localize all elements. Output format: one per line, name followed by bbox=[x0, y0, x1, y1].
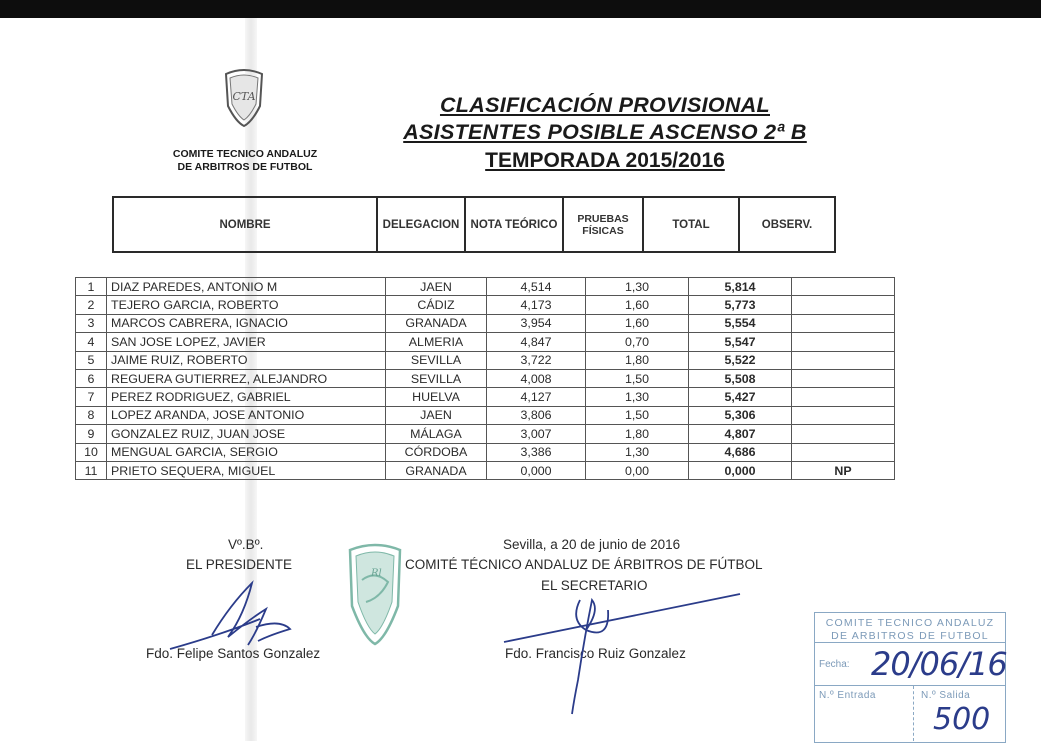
row-delegacion: JAEN bbox=[386, 406, 487, 424]
row-pruebas: 1,50 bbox=[586, 369, 689, 387]
title-line-2: ASISTENTES POSIBLE ASCENSO 2ª B bbox=[403, 120, 807, 144]
registry-date-row bbox=[815, 643, 1005, 686]
table-row bbox=[76, 278, 895, 296]
row-nota: 3,806 bbox=[487, 406, 586, 424]
table-row bbox=[76, 369, 895, 387]
row-delegacion: MÁLAGA bbox=[386, 425, 487, 443]
table-row bbox=[76, 314, 895, 332]
row-number: 2 bbox=[76, 296, 107, 314]
row-observ bbox=[792, 369, 895, 387]
place-date: Sevilla, a 20 de junio de 2016 bbox=[503, 537, 681, 552]
registry-date-value: 20/06/16 bbox=[871, 645, 1007, 683]
row-total: 0,000 bbox=[689, 461, 792, 479]
header-delegacion: DELEGACION bbox=[377, 197, 465, 252]
row-observ bbox=[792, 425, 895, 443]
row-total: 5,522 bbox=[689, 351, 792, 369]
row-nota: 4,847 bbox=[487, 333, 586, 351]
row-delegacion: HUELVA bbox=[386, 388, 487, 406]
header-pruebas bbox=[563, 197, 643, 252]
row-nombre: MARCOS CABRERA, IGNACIO bbox=[107, 314, 386, 332]
registry-divider bbox=[913, 686, 916, 741]
row-nombre: GONZALEZ RUIZ, JUAN JOSE bbox=[107, 425, 386, 443]
header-total: TOTAL bbox=[643, 197, 739, 252]
registry-number-row bbox=[815, 686, 1005, 741]
header-nombre: NOMBRE bbox=[113, 197, 377, 252]
table-row bbox=[76, 461, 895, 479]
row-observ bbox=[792, 388, 895, 406]
row-nombre: PRIETO SEQUERA, MIGUEL bbox=[107, 461, 386, 479]
row-pruebas: 1,60 bbox=[586, 296, 689, 314]
registry-stamp-line-2: DE ARBITROS DE FUTBOL bbox=[831, 630, 989, 642]
row-delegacion: GRANADA bbox=[386, 461, 487, 479]
row-nombre: PEREZ RODRIGUEZ, GABRIEL bbox=[107, 388, 386, 406]
row-total: 5,508 bbox=[689, 369, 792, 387]
row-nota: 3,954 bbox=[487, 314, 586, 332]
top-dark-border bbox=[0, 0, 1041, 18]
row-number: 4 bbox=[76, 333, 107, 351]
row-pruebas: 0,70 bbox=[586, 333, 689, 351]
row-nombre: TEJERO GARCIA, ROBERTO bbox=[107, 296, 386, 314]
secretary-signature-name: Fdo. Francisco Ruiz Gonzalez bbox=[505, 646, 686, 661]
row-nombre: MENGUAL GARCIA, SERGIO bbox=[107, 443, 386, 461]
row-number: 6 bbox=[76, 369, 107, 387]
org-line-1: COMITE TECNICO ANDALUZ bbox=[172, 148, 318, 160]
title-line-1: CLASIFICACIÓN PROVISIONAL bbox=[439, 93, 770, 117]
svg-text:CTA: CTA bbox=[232, 90, 256, 103]
org-line-2: DE ARBITROS DE FUTBOL bbox=[177, 161, 313, 173]
row-nota: 3,007 bbox=[487, 425, 586, 443]
row-nota: 0,000 bbox=[487, 461, 586, 479]
header-pruebas-line-2: FÍSICAS bbox=[582, 224, 624, 237]
row-delegacion: GRANADA bbox=[386, 314, 487, 332]
header-observ: OBSERV. bbox=[739, 197, 835, 252]
row-total: 4,686 bbox=[689, 443, 792, 461]
committee-seal-stamp bbox=[336, 540, 414, 648]
president-signature-name: Fdo. Felipe Santos Gonzalez bbox=[146, 646, 321, 661]
row-pruebas: 1,80 bbox=[586, 351, 689, 369]
row-number: 5 bbox=[76, 351, 107, 369]
row-pruebas: 1,80 bbox=[586, 425, 689, 443]
row-nota: 4,173 bbox=[487, 296, 586, 314]
table-row bbox=[76, 443, 895, 461]
table-row bbox=[76, 351, 895, 369]
row-total: 5,306 bbox=[689, 406, 792, 424]
row-delegacion: CÁDIZ bbox=[386, 296, 487, 314]
table-row bbox=[76, 406, 895, 424]
row-nota: 3,386 bbox=[487, 443, 586, 461]
registry-stamp-header bbox=[815, 613, 1005, 643]
row-total: 5,427 bbox=[689, 388, 792, 406]
column-header-table bbox=[112, 196, 836, 253]
row-observ bbox=[792, 314, 895, 332]
row-observ bbox=[792, 406, 895, 424]
president-signature bbox=[160, 575, 310, 655]
table-row bbox=[76, 296, 895, 314]
row-nota: 4,127 bbox=[487, 388, 586, 406]
document-title-block bbox=[370, 92, 840, 176]
registry-salida-value: 500 bbox=[933, 702, 991, 737]
row-delegacion: SEVILLA bbox=[386, 351, 487, 369]
row-nombre: SAN JOSE LOPEZ, JAVIER bbox=[107, 333, 386, 351]
organization-name bbox=[150, 148, 340, 174]
row-nota: 4,008 bbox=[487, 369, 586, 387]
row-number: 1 bbox=[76, 278, 107, 296]
committee-name: COMITÉ TÉCNICO ANDALUZ DE ÁRBITROS DE FÚTBOL bbox=[405, 557, 763, 572]
row-nombre: DIAZ PAREDES, ANTONIO M bbox=[107, 278, 386, 296]
season-title: TEMPORADA 2015/2016 bbox=[485, 149, 725, 172]
row-number: 11 bbox=[76, 461, 107, 479]
row-number: 3 bbox=[76, 314, 107, 332]
row-number: 10 bbox=[76, 443, 107, 461]
row-observ bbox=[792, 333, 895, 351]
row-observ bbox=[792, 278, 895, 296]
row-number: 7 bbox=[76, 388, 107, 406]
row-observ bbox=[792, 351, 895, 369]
row-delegacion: JAEN bbox=[386, 278, 487, 296]
registry-salida-label: N.º Salida bbox=[921, 690, 971, 701]
president-label: EL PRESIDENTE bbox=[186, 557, 293, 572]
vb-label: Vº.Bº. bbox=[228, 537, 264, 552]
table-row bbox=[76, 388, 895, 406]
table-row bbox=[76, 425, 895, 443]
row-nombre: REGUERA GUTIERREZ, ALEJANDRO bbox=[107, 369, 386, 387]
registry-stamp bbox=[814, 612, 1006, 743]
svg-text:Rl: Rl bbox=[371, 568, 382, 579]
row-number: 9 bbox=[76, 425, 107, 443]
row-observ: NP bbox=[792, 461, 895, 479]
row-delegacion: SEVILLA bbox=[386, 369, 487, 387]
classification-table bbox=[75, 277, 895, 480]
row-pruebas: 1,50 bbox=[586, 406, 689, 424]
row-total: 5,814 bbox=[689, 278, 792, 296]
row-total: 5,773 bbox=[689, 296, 792, 314]
committee-logo bbox=[218, 66, 270, 128]
row-observ bbox=[792, 443, 895, 461]
registry-stamp-line-1: COMITE TECNICO ANDALUZ bbox=[825, 617, 995, 629]
row-nota: 4,514 bbox=[487, 278, 586, 296]
row-pruebas: 1,30 bbox=[586, 278, 689, 296]
registry-entrada-label: N.º Entrada bbox=[819, 690, 876, 701]
secretary-signature bbox=[500, 590, 750, 720]
row-total: 5,547 bbox=[689, 333, 792, 351]
row-nombre: LOPEZ ARANDA, JOSE ANTONIO bbox=[107, 406, 386, 424]
row-delegacion: CÓRDOBA bbox=[386, 443, 487, 461]
header-pruebas-line-1: PRUEBAS bbox=[577, 212, 629, 225]
row-observ bbox=[792, 296, 895, 314]
row-number: 8 bbox=[76, 406, 107, 424]
row-pruebas: 1,30 bbox=[586, 388, 689, 406]
row-total: 5,554 bbox=[689, 314, 792, 332]
row-pruebas: 1,30 bbox=[586, 443, 689, 461]
table-row bbox=[76, 333, 895, 351]
row-pruebas: 0,00 bbox=[586, 461, 689, 479]
row-pruebas: 1,60 bbox=[586, 314, 689, 332]
row-total: 4,807 bbox=[689, 425, 792, 443]
secretary-label: EL SECRETARIO bbox=[541, 578, 648, 593]
registry-date-label: Fecha: bbox=[819, 659, 850, 670]
row-delegacion: ALMERIA bbox=[386, 333, 487, 351]
row-nombre: JAIME RUIZ, ROBERTO bbox=[107, 351, 386, 369]
row-nota: 3,722 bbox=[487, 351, 586, 369]
header-nota: NOTA TEÓRICO bbox=[465, 197, 563, 252]
